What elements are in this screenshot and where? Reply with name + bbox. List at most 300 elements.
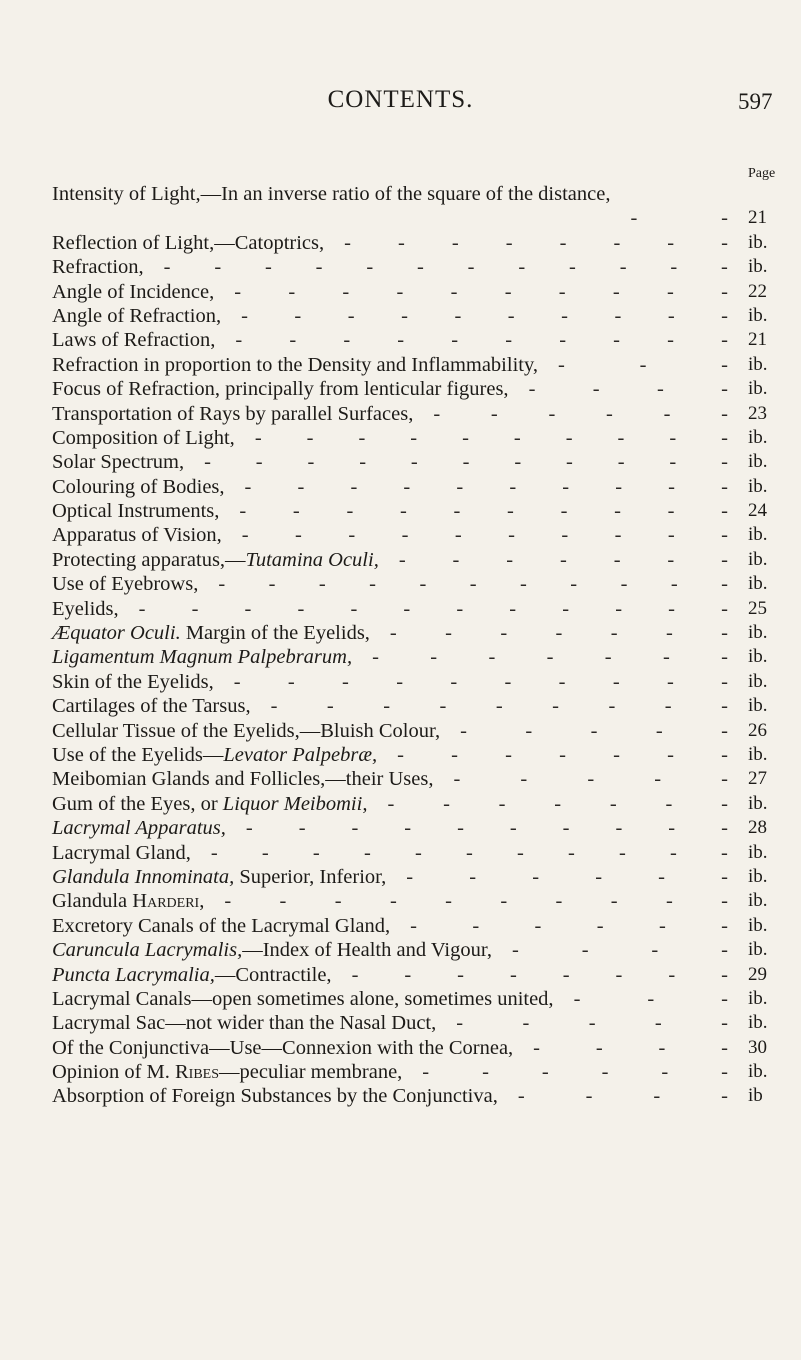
- leader-dash: -: [721, 475, 728, 498]
- leader-dash: -: [617, 451, 625, 474]
- leader-dash: -: [615, 475, 623, 498]
- contents-entry: [52, 475, 787, 499]
- leader-dash: -: [668, 817, 676, 840]
- leader-dash: -: [721, 426, 728, 449]
- leader-dash: -: [721, 939, 728, 962]
- entry-title-segment: Refraction in proportion to the Density and Inflammability,: [52, 353, 539, 376]
- leader-dash: -: [507, 304, 515, 327]
- leader-dash: -: [410, 426, 418, 449]
- page-column-label: Page: [748, 166, 776, 181]
- entry-title-segment: Ribes: [175, 1061, 220, 1084]
- leader-dash: -: [511, 939, 519, 962]
- leader-dash: -: [651, 939, 659, 962]
- leader-dash: -: [619, 256, 627, 279]
- leader-dash: -: [403, 597, 411, 620]
- leader-dash: -: [312, 841, 320, 864]
- leader-dash: -: [548, 402, 556, 425]
- entry-title-segment: Cartilages of the Tarsus,: [52, 695, 251, 718]
- leader-dash: -: [482, 1061, 489, 1084]
- leader-dash: -: [410, 914, 417, 937]
- leader-dash: -: [469, 865, 477, 888]
- leader-dash: -: [318, 573, 326, 596]
- leader-dash: -: [366, 256, 374, 279]
- leader-dash: -: [721, 573, 728, 596]
- leader-dash: -: [398, 231, 405, 254]
- entry-title: [52, 816, 226, 840]
- leader-dash: -: [508, 524, 515, 547]
- leader-dash: -: [721, 817, 728, 840]
- entry-title: [52, 767, 433, 791]
- leader-dash: -: [613, 744, 620, 766]
- entry-title: [52, 280, 214, 304]
- leader-dashes: [271, 694, 728, 718]
- leader-dash: -: [342, 280, 350, 303]
- leader-dash: -: [454, 304, 462, 327]
- leader-dash: -: [488, 646, 496, 669]
- entry-page: 23: [748, 402, 767, 424]
- leader-dash: -: [653, 1085, 661, 1108]
- entry-title-segment: Refraction,: [52, 256, 144, 279]
- leader-dash: -: [533, 1036, 540, 1059]
- leader-dash: -: [298, 817, 306, 840]
- leader-dash: -: [721, 841, 728, 864]
- leader-dash: -: [363, 841, 371, 864]
- entry-title: [52, 938, 492, 962]
- leader-dash: -: [495, 695, 503, 718]
- leader-dash: -: [664, 695, 672, 718]
- leader-dash: -: [465, 841, 473, 864]
- leader-dash: -: [647, 987, 655, 1010]
- entry-page: ib.: [748, 475, 768, 497]
- leader-dash: -: [558, 280, 566, 303]
- leader-dash: -: [561, 524, 569, 547]
- entry-page: ib.: [748, 573, 768, 595]
- entry-title-segment: Transportation of Rays by parallel Surfaces,: [52, 402, 414, 425]
- leader-dash: -: [514, 451, 522, 474]
- entry-title-segment: —Contractile,: [214, 963, 332, 986]
- leader-dashes: [390, 621, 728, 645]
- leader-dashes: [234, 280, 728, 304]
- leader-dash: -: [721, 646, 728, 669]
- entry-title-segment: Lacrymal Gland,: [52, 841, 191, 864]
- leader-dash: -: [614, 524, 622, 547]
- leader-dash: -: [509, 475, 517, 498]
- leader-dash: -: [522, 1012, 530, 1035]
- leader-dashes: [533, 1036, 728, 1060]
- leader-dash: -: [569, 256, 576, 279]
- leader-dash: -: [241, 304, 248, 327]
- leader-dash: -: [504, 670, 512, 693]
- leader-dash: -: [613, 231, 621, 254]
- entry-title-segment: Ligamentum Magnum Palpebrarum,: [52, 646, 353, 669]
- leader-dash: -: [516, 841, 524, 864]
- contents-entry: [52, 987, 787, 1011]
- leader-dash: -: [452, 548, 460, 571]
- leader-dash: -: [289, 329, 297, 352]
- contents-entry: [52, 328, 787, 352]
- leader-dash: -: [559, 329, 567, 352]
- leader-dash: -: [445, 622, 452, 645]
- leader-dash: -: [244, 597, 252, 620]
- entry-page: 21: [748, 329, 767, 351]
- leader-dash: -: [595, 865, 603, 888]
- contents-entry: [52, 694, 787, 718]
- leader-dash: -: [351, 817, 359, 840]
- entry-title: [52, 694, 251, 718]
- leader-dash: -: [451, 744, 458, 766]
- page-header: [0, 86, 801, 126]
- leader-dash: -: [404, 817, 412, 840]
- entry-page: ib.: [748, 524, 768, 546]
- leader-dash: -: [462, 426, 469, 449]
- leader-dash: -: [518, 256, 526, 279]
- contents-entry: [52, 621, 787, 645]
- entry-title-segment: Use of Eyebrows,: [52, 573, 199, 596]
- leader-dash: -: [667, 548, 675, 571]
- entry-title: [52, 841, 191, 865]
- leader-dash: -: [389, 890, 397, 913]
- leader-dash: -: [721, 329, 728, 352]
- leader-dash: -: [346, 500, 354, 523]
- leader-dash: -: [235, 329, 243, 352]
- leader-dash: -: [668, 475, 675, 498]
- contents-entry: [52, 353, 787, 377]
- leader-dashes: [460, 719, 728, 743]
- leader-dash: -: [592, 378, 600, 401]
- leader-dash: -: [558, 670, 566, 693]
- leader-dash: -: [369, 573, 376, 596]
- entry-page: ib.: [748, 865, 768, 887]
- leader-dash: -: [453, 500, 461, 523]
- entry-title-segment: Angle of Incidence,: [52, 280, 215, 303]
- leader-dash: -: [662, 646, 670, 669]
- entry-page: 21: [748, 207, 767, 229]
- contents-entry: [52, 548, 787, 572]
- leader-dash: -: [721, 914, 728, 937]
- entry-page: 27: [748, 768, 767, 790]
- leader-dash: -: [721, 622, 728, 645]
- leader-dash: -: [513, 426, 521, 449]
- leader-dash: -: [500, 890, 508, 913]
- leader-dash: -: [721, 963, 728, 986]
- entry-title: [52, 426, 235, 450]
- leader-dash: -: [555, 622, 563, 645]
- leader-dash: -: [456, 1012, 464, 1035]
- leader-dash: -: [509, 597, 517, 620]
- leader-dash: -: [509, 817, 517, 840]
- entry-title: [52, 1036, 513, 1060]
- leader-dashes: [239, 499, 728, 523]
- entry-page: ib.: [748, 890, 768, 912]
- entry-page: ib.: [748, 939, 768, 961]
- entry-title: [52, 548, 379, 572]
- entry-page: ib.: [748, 548, 768, 570]
- leader-dash: -: [509, 963, 517, 986]
- leader-dash: -: [552, 695, 559, 718]
- leader-dash: -: [721, 304, 728, 327]
- entry-title: [52, 1060, 402, 1084]
- leader-dash: -: [721, 890, 728, 913]
- leader-dash: -: [565, 426, 573, 449]
- leader-dash: -: [562, 475, 570, 498]
- leader-dash: -: [721, 1036, 728, 1059]
- leader-dash: -: [350, 475, 358, 498]
- leader-dash: -: [422, 1061, 430, 1084]
- leader-dash: -: [398, 548, 406, 571]
- entry-title-segment: Gum of the Eyes, or: [52, 792, 223, 815]
- entry-title-segment: Cellular Tissue of the Eyelids,—Bluish Colour,: [52, 719, 441, 742]
- leader-dash: -: [401, 524, 409, 547]
- leader-dash: -: [562, 963, 570, 986]
- leader-dash: -: [270, 695, 278, 718]
- entry-title: [52, 645, 352, 669]
- leader-dashes: [234, 670, 728, 694]
- leader-dashes: [204, 450, 728, 474]
- entry-page: ib.: [748, 256, 768, 278]
- entry-page: ib.: [748, 914, 768, 936]
- entry-page: ib.: [748, 231, 768, 253]
- leader-dash: -: [639, 353, 647, 376]
- leader-dash: -: [590, 719, 598, 742]
- contents-entry: [52, 304, 787, 328]
- entry-page: 30: [748, 1036, 767, 1058]
- leader-dash: -: [348, 524, 356, 547]
- contents-entry: [52, 670, 787, 694]
- leader-dash: -: [561, 304, 568, 327]
- entry-title-segment: Æquator Oculi.: [52, 622, 181, 645]
- leader-dash: -: [245, 817, 253, 840]
- leader-dash: -: [721, 768, 728, 791]
- leader-dash: -: [595, 1036, 603, 1059]
- leader-dash: -: [401, 304, 408, 327]
- contents-entry: [52, 1060, 787, 1084]
- entry-title-segment: Optical Instruments,: [52, 500, 220, 523]
- leader-dashes: [399, 548, 728, 572]
- leader-dash: -: [663, 402, 671, 425]
- leader-dash: -: [450, 280, 458, 303]
- entry-title: [52, 353, 538, 377]
- leader-dash: -: [288, 280, 296, 303]
- leader-dash: -: [239, 500, 247, 523]
- leader-dashes: [352, 963, 728, 987]
- leader-dash: -: [469, 573, 477, 596]
- leader-dash: -: [532, 865, 540, 888]
- leader-dash: -: [534, 914, 542, 937]
- leader-dash: -: [315, 256, 323, 279]
- entry-title-segment: Harderi,: [132, 890, 205, 913]
- leader-dash: -: [490, 402, 498, 425]
- leader-dashes: [241, 304, 728, 328]
- leader-dash: -: [430, 646, 438, 669]
- leader-dash: -: [507, 500, 514, 523]
- leader-dash: -: [255, 451, 263, 474]
- entry-title: [52, 792, 367, 816]
- leader-dash: -: [559, 548, 567, 571]
- entry-title: [52, 865, 386, 889]
- leader-dash: -: [656, 378, 664, 401]
- leader-dash: -: [546, 646, 554, 669]
- entry-title-segment: Of the Conjunctiva—Use—Connexion with the Cornea,: [52, 1036, 514, 1059]
- leader-dash: -: [665, 792, 673, 815]
- page-title: CONTENTS.: [327, 86, 474, 113]
- leader-dash: -: [326, 695, 334, 718]
- leader-dashes: [235, 328, 728, 352]
- contents-entry: [52, 377, 787, 401]
- leader-dash: -: [297, 597, 305, 620]
- entry-page: 26: [748, 719, 767, 741]
- entry-title-segment: Superior, Inferior,: [234, 865, 387, 888]
- leader-dash: -: [254, 426, 262, 449]
- leader-dash: -: [613, 548, 621, 571]
- leader-dash: -: [669, 451, 677, 474]
- leader-dash: -: [410, 451, 418, 474]
- entry-title: [52, 597, 119, 621]
- contents-entry: [52, 231, 787, 255]
- leader-dash: -: [138, 597, 146, 620]
- leader-dashes: [344, 231, 728, 255]
- leader-dash: -: [667, 500, 675, 523]
- entry-title: [52, 475, 225, 499]
- leader-dash: -: [498, 792, 506, 815]
- contents-entry: [52, 645, 787, 669]
- leader-dash: -: [721, 524, 728, 547]
- leader-dash: -: [456, 475, 464, 498]
- entry-title: [52, 719, 440, 743]
- leader-dashes: [574, 987, 728, 1011]
- contents-entry: [52, 450, 787, 474]
- leader-dash: -: [615, 963, 623, 986]
- entry-title: [52, 1011, 436, 1035]
- entry-title: [52, 328, 215, 352]
- entry-page: 28: [748, 817, 767, 839]
- leader-dash: -: [520, 768, 528, 791]
- leader-dash: -: [467, 256, 475, 279]
- entry-page: ib.: [748, 670, 768, 692]
- leader-dash: -: [666, 670, 674, 693]
- leader-dash: -: [670, 841, 677, 864]
- entry-title-segment: Puncta Lacrymalia,: [52, 963, 215, 986]
- entry-title: [52, 572, 198, 596]
- leader-dash: -: [566, 451, 573, 474]
- leader-dashes: [410, 914, 728, 938]
- entry-title-segment: Lacrymal Canals—open sometimes alone, sometimes united,: [52, 987, 554, 1010]
- leader-dash: -: [654, 1012, 662, 1035]
- entry-page: ib.: [748, 426, 768, 448]
- leader-dash: -: [406, 865, 414, 888]
- leader-dash: -: [721, 256, 728, 279]
- leader-dashes: [518, 1084, 728, 1108]
- leader-dashes: [558, 353, 728, 377]
- entry-title-segment: Absorption of Foreign Substances by the Conjunctiva,: [52, 1085, 498, 1108]
- entry-title: [52, 402, 413, 426]
- entry-page: 29: [748, 963, 767, 985]
- entry-title: [52, 1084, 498, 1108]
- leader-dash: -: [721, 231, 728, 254]
- leader-dash: -: [558, 353, 565, 376]
- entry-title-segment: Apparatus of Vision,: [52, 524, 222, 547]
- entry-page: ib.: [748, 451, 768, 473]
- leader-dash: -: [665, 622, 673, 645]
- contents-entry: [52, 743, 787, 767]
- leader-dashes: [406, 865, 728, 889]
- entry-title-segment: —peculiar membrane,: [219, 1061, 403, 1084]
- contents-entry: [52, 182, 787, 231]
- leader-dash: -: [279, 890, 287, 913]
- leader-dash: -: [721, 744, 728, 766]
- leader-dash: -: [606, 402, 613, 425]
- entry-title: [52, 231, 324, 255]
- leader-dashes: [246, 816, 728, 840]
- entry-title: [52, 963, 332, 987]
- leader-dash: -: [666, 280, 674, 303]
- contents-entry: [52, 767, 787, 791]
- leader-dash: -: [668, 963, 676, 986]
- contents-entry: [52, 841, 787, 865]
- entry-page: ib.: [748, 695, 768, 717]
- leader-dash: -: [667, 524, 675, 547]
- leader-dash: -: [244, 475, 252, 498]
- leader-dashes: [630, 206, 728, 230]
- leader-dash: -: [721, 987, 728, 1010]
- leader-dash: -: [457, 963, 464, 986]
- leader-dash: -: [667, 329, 674, 352]
- entry-title: [52, 523, 222, 547]
- leader-dash: -: [358, 426, 366, 449]
- leader-dash: -: [581, 939, 589, 962]
- leader-dash: -: [505, 231, 513, 254]
- leader-dash: -: [334, 890, 342, 913]
- entry-page: ib.: [748, 987, 768, 1009]
- leader-dash: -: [560, 500, 568, 523]
- leader-dash: -: [214, 256, 222, 279]
- leader-dashes: [387, 792, 728, 816]
- leader-dash: -: [614, 500, 621, 523]
- leader-dash: -: [665, 890, 673, 913]
- leader-dash: -: [617, 426, 625, 449]
- entry-title-segment: —Index of Health and Vigour,: [242, 939, 492, 962]
- leader-dash: -: [443, 792, 450, 815]
- leader-dash: -: [454, 524, 462, 547]
- leader-dash: -: [721, 548, 728, 571]
- leader-dashes: [255, 426, 728, 450]
- leader-dash: -: [721, 792, 728, 815]
- leader-dash: -: [453, 768, 461, 791]
- leader-dash: -: [234, 280, 242, 303]
- leader-dash: -: [721, 402, 728, 425]
- leader-dash: -: [721, 1012, 728, 1035]
- leader-dash: -: [163, 256, 171, 279]
- leader-dash: -: [654, 768, 662, 791]
- entry-title-segment: Angle of Refraction,: [52, 304, 222, 327]
- entry-title: [52, 499, 219, 523]
- contents-entry: [52, 280, 787, 304]
- leader-dash: -: [439, 695, 447, 718]
- leader-dash: -: [562, 597, 570, 620]
- leader-dash: -: [306, 426, 314, 449]
- leader-dash: -: [604, 646, 612, 669]
- entry-title: [52, 450, 184, 474]
- contents-entry: [52, 572, 787, 596]
- leader-dash: -: [505, 329, 513, 352]
- leader-dashes: [372, 645, 728, 669]
- leader-dash: -: [588, 1012, 596, 1035]
- leader-dash: -: [387, 792, 395, 815]
- leader-dash: -: [609, 792, 617, 815]
- leader-dash: -: [668, 597, 675, 620]
- contents-entry: [52, 426, 787, 450]
- leader-dashes: [245, 475, 728, 499]
- leader-dash: -: [342, 670, 349, 693]
